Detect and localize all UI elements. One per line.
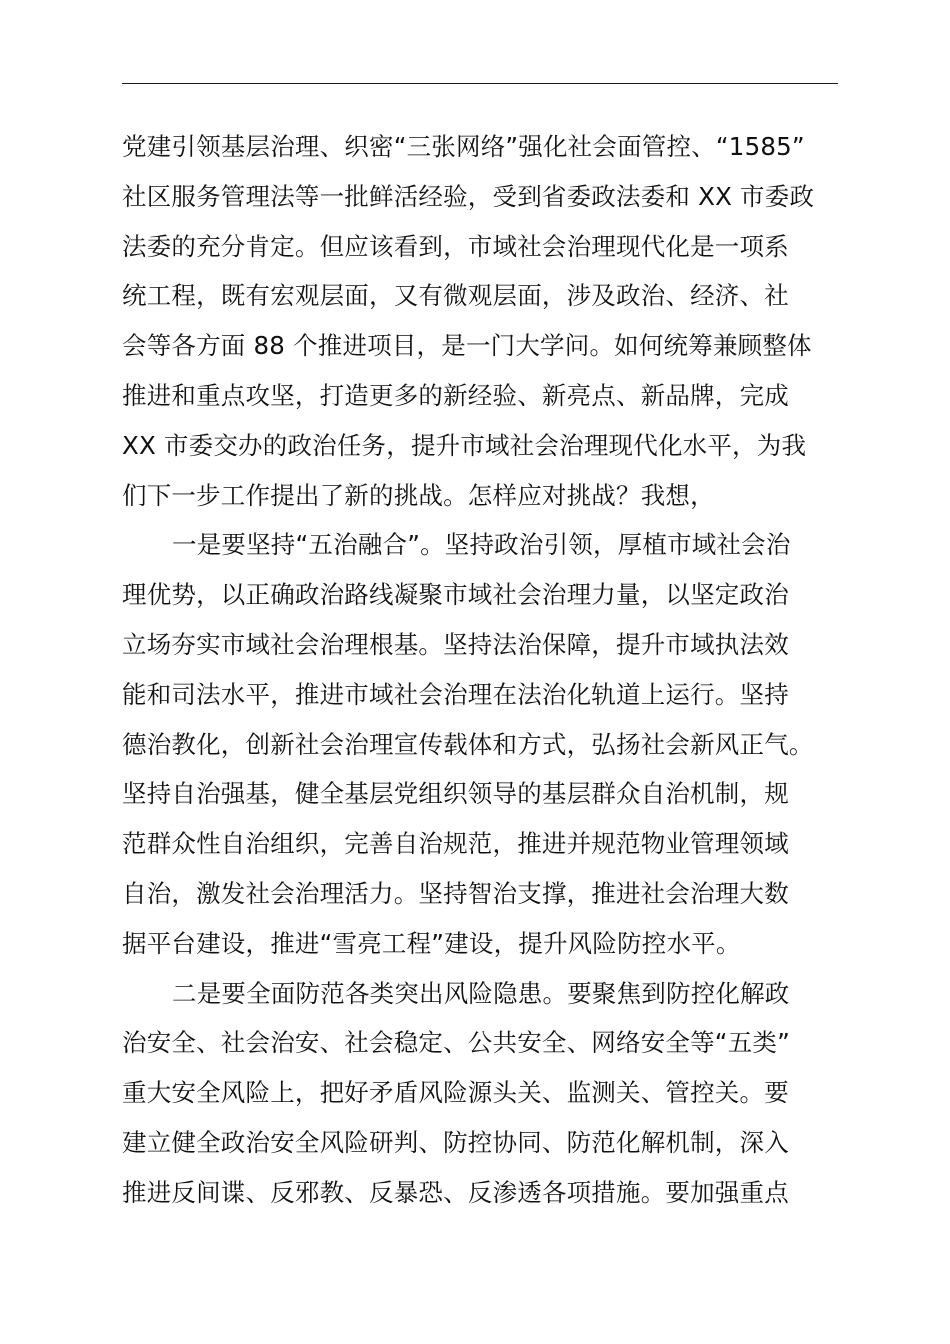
text-line: 范群众性自治组织，完善自治规范，推进并规范物业管理领域 xyxy=(122,829,789,859)
text-line: 坚持自治强基，健全基层党组织领导的基层群众自治机制，规 xyxy=(122,779,789,809)
text-line: 推进反间谍、反邪教、反暴恐、反渗透各项措施。要加强重点 xyxy=(122,1177,789,1207)
text-line: 党建引领基层治理、织密“三张网络”强化社会面管控、“1585” xyxy=(122,132,805,161)
text-line: 治安全、社会治安、社会稳定、公共安全、网络安全等“五类” xyxy=(122,1028,790,1058)
header-rule xyxy=(122,83,838,84)
text-line: 重大安全风险上，把好矛盾风险源头关、监测关、管控关。要 xyxy=(122,1078,789,1108)
text-line: 会等各方面 88 个推进项目，是一门大学问。如何统筹兼顾整体 xyxy=(122,331,812,361)
text-line: 统工程，既有宏观层面，又有微观层面，涉及政治、经济、社 xyxy=(122,281,789,311)
text-line: XX 市委交办的政治任务，提升市域社会治理现代化水平，为我 xyxy=(122,430,807,460)
text-line: 们下一步工作提出了新的挑战。怎样应对挑战？我想， xyxy=(122,480,715,510)
text-line: 法委的充分肯定。但应该看到，市域社会治理现代化是一项系 xyxy=(122,231,789,261)
text-line: 自治，激发社会治理活力。坚持智治支撑，推进社会治理大数 xyxy=(122,878,789,908)
paragraph-first-line: 一是要坚持“五治融合”。坚持政治引领，厚植市域社会治 xyxy=(172,530,791,560)
body-text xyxy=(122,122,842,1218)
text-line: 推进和重点攻坚，打造更多的新经验、新亮点、新品牌，完成 xyxy=(122,380,789,410)
text-line: 建立健全政治安全风险研判、防控协同、防范化解机制，深入 xyxy=(122,1127,789,1157)
text-line: 立场夯实市域社会治理根基。坚持法治保障，提升市域执法效 xyxy=(122,629,789,659)
text-line: 能和司法水平，推进市域社会治理在法治化轨道上运行。坚持 xyxy=(122,679,789,709)
text-line: 据平台建设，推进“雪亮工程”建设，提升风险防控水平。 xyxy=(122,928,741,958)
text-line: 德治教化，创新社会治理宣传载体和方式，弘扬社会新风正气。 xyxy=(122,729,814,759)
text-line: 社区服务管理法等一批鲜活经验，受到省委政法委和 XX 市委政 xyxy=(122,181,815,211)
text-line: 理优势，以正确政治路线凝聚市域社会治理力量，以坚定政治 xyxy=(122,580,789,610)
paragraph-first-line: 二是要全面防范各类突出风险隐患。要聚焦到防控化解政 xyxy=(172,978,790,1008)
